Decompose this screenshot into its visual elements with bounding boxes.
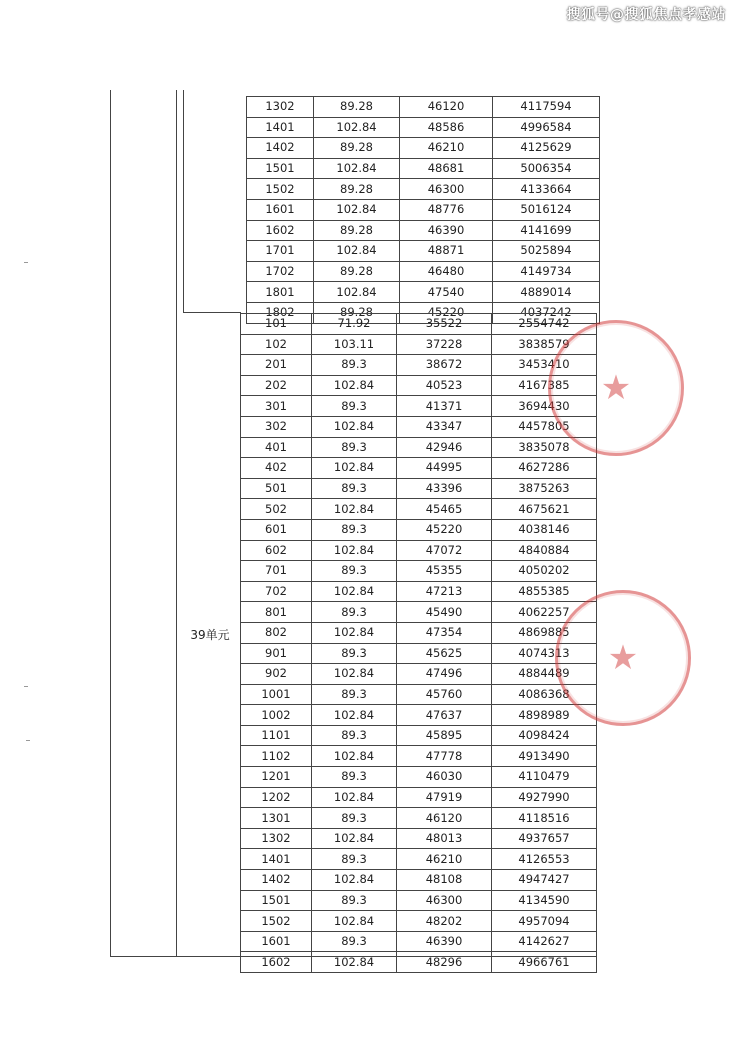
total-price-cell: 4086368	[492, 684, 597, 705]
total-price-cell: 3838579	[492, 334, 597, 355]
table-row	[241, 828, 597, 849]
area-cell: 89.28	[314, 302, 400, 323]
seal-star-icon: ★	[600, 368, 632, 408]
table-row	[241, 581, 597, 602]
area-cell: 103.11	[312, 334, 397, 355]
area-cell: 89.28	[314, 179, 400, 200]
room-number-cell: 702	[241, 581, 312, 602]
total-price-cell: 3875263	[492, 478, 597, 499]
official-seal-stamp-upper	[548, 320, 684, 456]
total-price-cell: 4141699	[493, 220, 600, 241]
table-row	[241, 664, 597, 685]
table-row	[241, 725, 597, 746]
room-number-cell: 1002	[241, 705, 312, 726]
unit-price-cell: 42946	[397, 437, 492, 458]
unit-price-cell: 47354	[397, 622, 492, 643]
room-number-cell: 1202	[241, 787, 312, 808]
table-row	[241, 540, 597, 561]
room-number-cell: 1601	[241, 931, 312, 952]
unit-label: 39单元	[190, 628, 230, 642]
unit-price-cell: 46030	[397, 767, 492, 788]
unit-price-cell: 47213	[397, 581, 492, 602]
total-price-cell: 4889014	[493, 282, 600, 303]
table-row	[241, 355, 597, 376]
unit-price-cell: 40523	[397, 375, 492, 396]
table-row	[241, 808, 597, 829]
room-number-cell: 101	[241, 314, 312, 335]
area-cell: 89.3	[312, 355, 397, 376]
area-cell: 89.28	[314, 97, 400, 118]
total-price-cell: 4037242	[493, 302, 600, 323]
total-price-cell: 4062257	[492, 602, 597, 623]
room-number-cell: 1301	[241, 808, 312, 829]
room-number-cell: 1502	[247, 179, 314, 200]
table-row	[241, 561, 597, 582]
table-row	[241, 684, 597, 705]
scan-mark	[24, 262, 28, 263]
table-row	[247, 220, 600, 241]
table-row	[247, 282, 600, 303]
area-cell: 102.84	[314, 117, 400, 138]
table-row	[241, 890, 597, 911]
total-price-cell: 4149734	[493, 261, 600, 282]
table-row	[247, 199, 600, 220]
room-number-cell: 701	[241, 561, 312, 582]
scan-mark	[24, 686, 28, 687]
room-number-cell: 402	[241, 458, 312, 479]
unit-price-cell: 46480	[400, 261, 493, 282]
room-number-cell: 1401	[247, 117, 314, 138]
total-price-cell: 4133664	[493, 179, 600, 200]
total-price-cell: 4855385	[492, 581, 597, 602]
table-row	[241, 911, 597, 932]
unit-price-cell: 48108	[397, 870, 492, 891]
area-cell: 102.84	[312, 746, 397, 767]
table-row	[241, 952, 597, 973]
unit-price-cell: 46390	[400, 220, 493, 241]
area-cell: 102.84	[312, 458, 397, 479]
unit-price-cell: 45490	[397, 602, 492, 623]
unit-price-cell: 46300	[400, 179, 493, 200]
unit-price-cell: 45465	[397, 499, 492, 520]
room-number-cell: 602	[241, 540, 312, 561]
unit-price-cell: 45220	[397, 519, 492, 540]
unit-price-cell: 46120	[397, 808, 492, 829]
room-number-cell: 601	[241, 519, 312, 540]
table-row	[247, 158, 600, 179]
unit-price-cell: 48013	[397, 828, 492, 849]
room-number-cell: 1502	[241, 911, 312, 932]
room-number-cell: 1402	[247, 138, 314, 159]
room-number-cell: 1402	[241, 870, 312, 891]
scan-mark	[26, 740, 30, 741]
area-cell: 89.3	[312, 890, 397, 911]
table-row	[241, 478, 597, 499]
total-price-cell: 3453410	[492, 355, 597, 376]
total-price-cell: 4937657	[492, 828, 597, 849]
total-price-cell: 4117594	[493, 97, 600, 118]
total-price-cell: 4074313	[492, 643, 597, 664]
total-price-cell: 4134590	[492, 890, 597, 911]
unit-price-cell: 48776	[400, 199, 493, 220]
area-cell: 102.84	[312, 870, 397, 891]
table-row	[241, 375, 597, 396]
table-row	[241, 499, 597, 520]
table-row	[241, 767, 597, 788]
unit-price-cell: 48296	[397, 952, 492, 973]
room-number-cell: 1401	[241, 849, 312, 870]
area-cell: 102.84	[312, 705, 397, 726]
area-cell: 102.84	[312, 828, 397, 849]
total-price-cell: 4126553	[492, 849, 597, 870]
table-row	[241, 519, 597, 540]
area-cell: 89.3	[312, 437, 397, 458]
official-seal-stamp-lower	[555, 590, 691, 726]
total-price-cell: 2554742	[492, 314, 597, 335]
area-cell: 102.84	[312, 540, 397, 561]
unit-price-cell: 38672	[397, 355, 492, 376]
area-cell: 89.28	[314, 138, 400, 159]
area-cell: 102.84	[314, 158, 400, 179]
total-price-cell: 4167385	[492, 375, 597, 396]
price-table-top-body	[247, 97, 600, 324]
unit-price-cell: 48202	[397, 911, 492, 932]
table-row	[241, 416, 597, 437]
total-price-cell: 4966761	[492, 952, 597, 973]
room-number-cell: 1601	[247, 199, 314, 220]
table-row	[241, 314, 597, 335]
table-row	[241, 334, 597, 355]
room-number-cell: 1302	[247, 97, 314, 118]
room-number-cell: 1602	[247, 220, 314, 241]
table-row	[241, 643, 597, 664]
unit-price-cell: 35522	[397, 314, 492, 335]
room-number-cell: 401	[241, 437, 312, 458]
area-cell: 89.3	[312, 561, 397, 582]
room-number-cell: 1101	[241, 725, 312, 746]
total-price-cell: 4996584	[493, 117, 600, 138]
table-row	[247, 138, 600, 159]
room-number-cell: 1702	[247, 261, 314, 282]
unit-price-cell: 47637	[397, 705, 492, 726]
total-price-cell: 4947427	[492, 870, 597, 891]
column-divider-1	[176, 90, 177, 956]
price-table-top	[246, 96, 600, 324]
total-price-cell: 4098424	[492, 725, 597, 746]
total-price-cell: 4125629	[493, 138, 600, 159]
watermark-text: 搜狐号@搜狐焦点孝感站	[566, 7, 726, 23]
room-number-cell: 901	[241, 643, 312, 664]
table-row	[241, 870, 597, 891]
total-price-cell: 4913490	[492, 746, 597, 767]
price-table-39-unit-body	[241, 314, 597, 973]
seal-star-icon: ★	[607, 638, 639, 678]
room-number-cell: 902	[241, 664, 312, 685]
area-cell: 89.3	[312, 808, 397, 829]
area-cell: 102.84	[312, 952, 397, 973]
table-row	[241, 787, 597, 808]
unit-price-cell: 45760	[397, 684, 492, 705]
price-table-39-unit	[240, 313, 597, 973]
unit-price-cell: 45895	[397, 725, 492, 746]
table-row	[247, 97, 600, 118]
area-cell: 89.3	[312, 396, 397, 417]
area-cell: 89.3	[312, 725, 397, 746]
area-cell: 89.3	[312, 849, 397, 870]
unit-price-cell: 46210	[400, 138, 493, 159]
table-row	[247, 179, 600, 200]
table-row	[241, 458, 597, 479]
area-cell: 89.28	[314, 261, 400, 282]
area-cell: 102.84	[312, 499, 397, 520]
unit-price-cell: 47540	[400, 282, 493, 303]
total-price-cell: 3835078	[492, 437, 597, 458]
unit-price-cell: 44995	[397, 458, 492, 479]
room-number-cell: 202	[241, 375, 312, 396]
area-cell: 71.92	[312, 314, 397, 335]
room-number-cell: 102	[241, 334, 312, 355]
total-price-cell: 4957094	[492, 911, 597, 932]
unit-price-cell: 45355	[397, 561, 492, 582]
room-number-cell: 1801	[247, 282, 314, 303]
unit-price-cell: 48586	[400, 117, 493, 138]
room-number-cell: 1701	[247, 241, 314, 262]
area-cell: 89.3	[312, 602, 397, 623]
total-price-cell: 5025894	[493, 241, 600, 262]
area-cell: 89.3	[312, 478, 397, 499]
unit-price-cell: 48681	[400, 158, 493, 179]
table-row	[241, 396, 597, 417]
total-price-cell: 4110479	[492, 767, 597, 788]
area-cell: 102.84	[312, 622, 397, 643]
table-row	[241, 931, 597, 952]
table-row	[247, 117, 600, 138]
unit-price-cell: 37228	[397, 334, 492, 355]
area-cell: 102.84	[312, 581, 397, 602]
total-price-cell: 4457805	[492, 416, 597, 437]
area-cell: 102.84	[312, 911, 397, 932]
area-cell: 89.3	[312, 767, 397, 788]
unit-price-cell: 43396	[397, 478, 492, 499]
area-cell: 102.84	[312, 787, 397, 808]
unit-separator-line	[183, 312, 241, 313]
unit-price-cell: 48871	[400, 241, 493, 262]
room-number-cell: 1001	[241, 684, 312, 705]
room-number-cell: 501	[241, 478, 312, 499]
area-cell: 89.3	[312, 684, 397, 705]
unit-price-cell: 45220	[400, 302, 493, 323]
room-number-cell: 801	[241, 602, 312, 623]
total-price-cell: 4118516	[492, 808, 597, 829]
area-cell: 102.84	[312, 375, 397, 396]
unit-price-cell: 41371	[397, 396, 492, 417]
room-number-cell: 1802	[247, 302, 314, 323]
unit-price-cell: 43347	[397, 416, 492, 437]
unit-price-cell: 46210	[397, 849, 492, 870]
unit-price-cell: 46120	[400, 97, 493, 118]
unit-price-cell: 46300	[397, 890, 492, 911]
area-cell: 89.3	[312, 643, 397, 664]
area-cell: 102.84	[312, 416, 397, 437]
room-number-cell: 1302	[241, 828, 312, 849]
unit-price-cell: 47072	[397, 540, 492, 561]
unit-price-cell: 47919	[397, 787, 492, 808]
table-row	[241, 622, 597, 643]
room-number-cell: 1501	[247, 158, 314, 179]
total-price-cell: 4627286	[492, 458, 597, 479]
room-number-cell: 201	[241, 355, 312, 376]
column-divider-2	[183, 90, 184, 312]
unit-price-cell: 46390	[397, 931, 492, 952]
area-cell: 89.28	[314, 220, 400, 241]
unit-price-cell: 45625	[397, 643, 492, 664]
room-number-cell: 1602	[241, 952, 312, 973]
total-price-cell: 5016124	[493, 199, 600, 220]
table-row	[247, 261, 600, 282]
room-number-cell: 302	[241, 416, 312, 437]
table-row	[241, 705, 597, 726]
area-cell: 89.3	[312, 519, 397, 540]
total-price-cell: 4927990	[492, 787, 597, 808]
room-number-cell: 802	[241, 622, 312, 643]
total-price-cell: 4840884	[492, 540, 597, 561]
unit-price-cell: 47496	[397, 664, 492, 685]
room-number-cell: 502	[241, 499, 312, 520]
table-row	[241, 849, 597, 870]
total-price-cell: 4050202	[492, 561, 597, 582]
area-cell: 89.3	[312, 931, 397, 952]
total-price-cell: 4898989	[492, 705, 597, 726]
room-number-cell: 301	[241, 396, 312, 417]
total-price-cell: 3694430	[492, 396, 597, 417]
total-price-cell: 4142627	[492, 931, 597, 952]
area-cell: 102.84	[314, 241, 400, 262]
table-row	[241, 602, 597, 623]
unit-price-cell: 47778	[397, 746, 492, 767]
room-number-cell: 1201	[241, 767, 312, 788]
room-number-cell: 1501	[241, 890, 312, 911]
table-row	[241, 746, 597, 767]
area-cell: 102.84	[314, 199, 400, 220]
total-price-cell: 4884489	[492, 664, 597, 685]
total-price-cell: 4675621	[492, 499, 597, 520]
table-row	[241, 437, 597, 458]
room-number-cell: 1102	[241, 746, 312, 767]
total-price-cell: 5006354	[493, 158, 600, 179]
area-cell: 102.84	[312, 664, 397, 685]
total-price-cell: 4869885	[492, 622, 597, 643]
area-cell: 102.84	[314, 282, 400, 303]
total-price-cell: 4038146	[492, 519, 597, 540]
table-row	[247, 241, 600, 262]
